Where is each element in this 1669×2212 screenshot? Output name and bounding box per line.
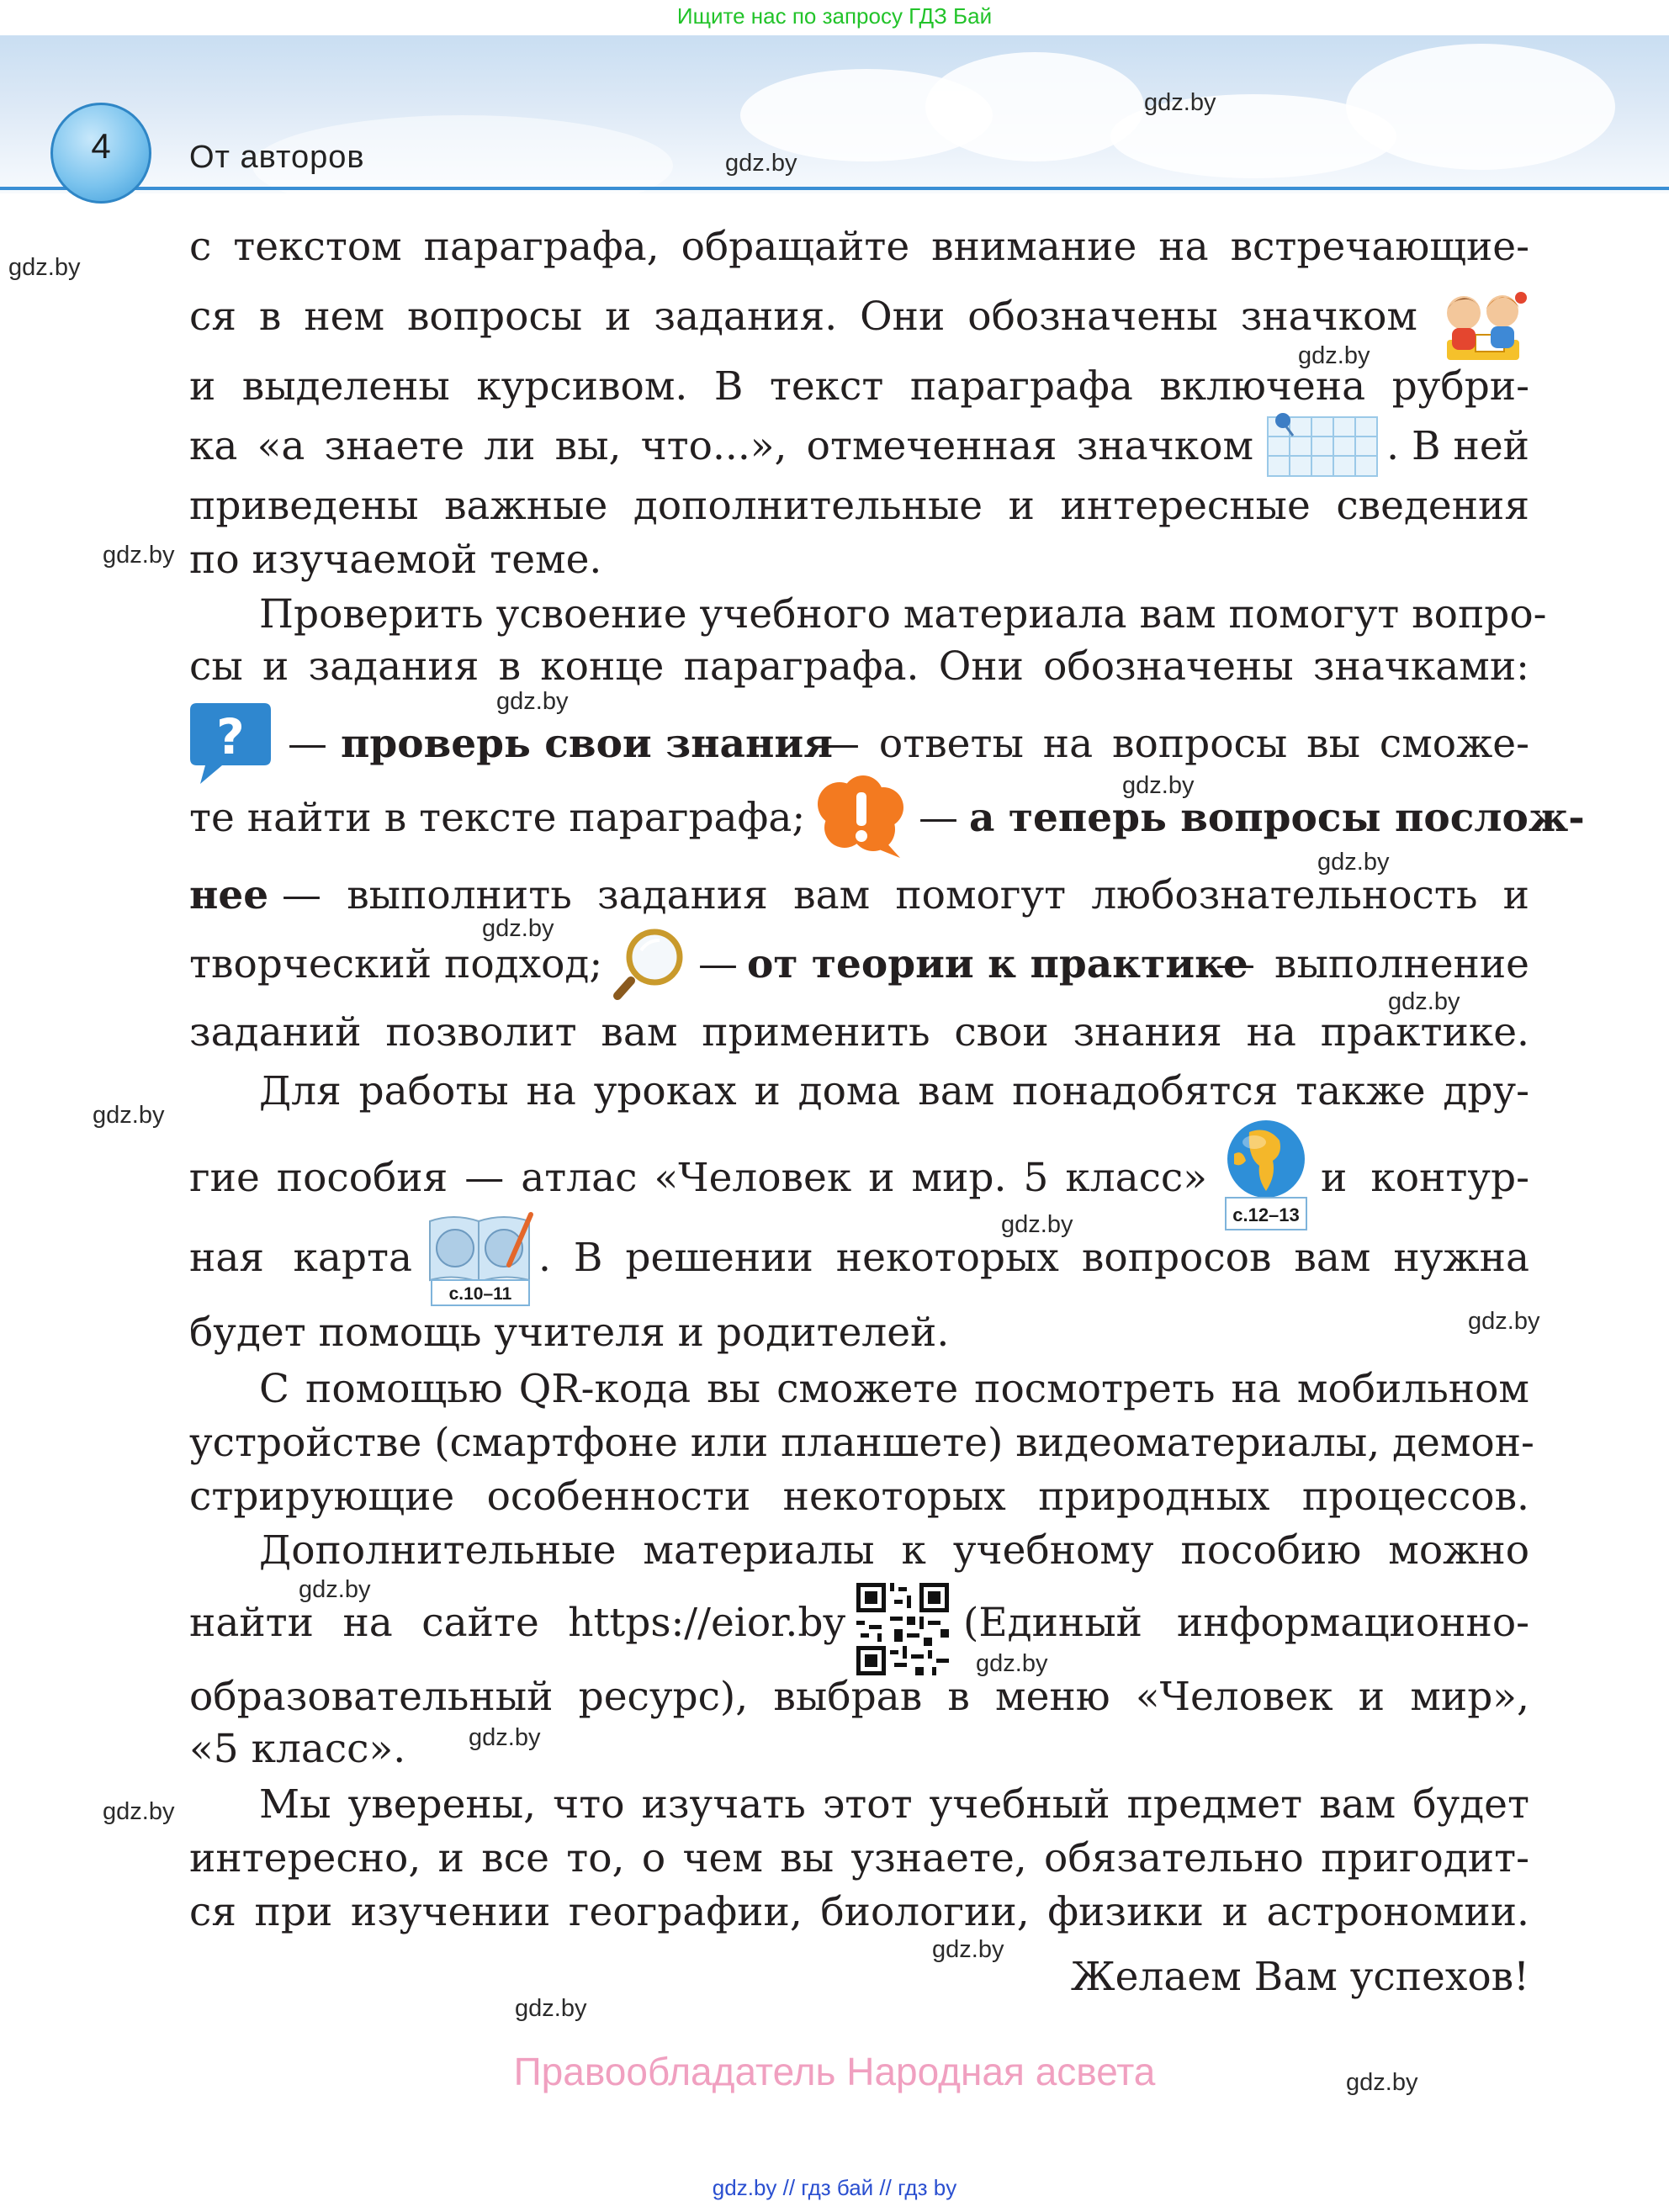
text-line: и выделены курсивом. В текст параграфа включена рубри- (189, 363, 1529, 410)
svg-text:?: ? (216, 708, 245, 765)
exclamation-bubble-icon (814, 774, 907, 865)
pushpin-grid-icon (1266, 410, 1379, 481)
text-line: . В решении некоторых вопросов вам нужна (538, 1235, 1529, 1281)
watermark: gdz.by (1388, 988, 1460, 1015)
text-line: будет помощь учителя и родителей. (189, 1310, 950, 1356)
watermark: gdz.by (932, 1936, 1004, 1963)
text-line: стрирующие особенности некоторых природных процессов. (189, 1474, 1529, 1520)
text-line: ка «а знаете ли вы, что...», отмеченная значком (189, 423, 1253, 469)
map-page-label: с.10–11 (448, 1284, 512, 1304)
watermark: gdz.by (8, 254, 81, 281)
atlas-page-label: с.12–13 (1232, 1204, 1300, 1225)
watermark: gdz.by (1298, 342, 1370, 369)
watermark: gdz.by (1001, 1211, 1073, 1238)
contour-map-icon (425, 1211, 536, 1310)
text-line: интересно, и все то, о чем вы узнаете, обязательно пригодит- (189, 1835, 1529, 1881)
text-line: ная карта (189, 1235, 412, 1281)
text-line: Дополнительные материалы к учебному пособию можно (259, 1527, 1529, 1574)
bold-phrase: проверь свои знания (341, 721, 833, 767)
text-line: образовательный ресурс), выбрав в меню «Человек и мир», (189, 1674, 1529, 1720)
text-line: ся при изучении географии, биологии, физики и астрономии. (189, 1889, 1529, 1935)
watermark: gdz.by (515, 1995, 587, 2022)
text-line: . В ней (1386, 423, 1529, 469)
text-line: — выполнение (1216, 941, 1529, 987)
footer-links: gdz.by // гдз бай // гдз by (712, 2175, 957, 2200)
closing-wish: Желаем Вам успехов! (1070, 1954, 1529, 2000)
page-number: 4 (91, 126, 111, 166)
watermark: gdz.by (482, 915, 554, 942)
text-dash: — (919, 795, 958, 841)
section-title: От авторов (189, 140, 365, 175)
text-line: приведены важные дополнительные и интересные сведения (189, 483, 1529, 529)
text-line: — ответы на вопросы вы сможе- (820, 721, 1529, 767)
watermark: gdz.by (1144, 89, 1216, 116)
text-line: гие пособия — атлас «Человек и мир. 5 класс» (189, 1155, 1207, 1201)
watermark: gdz.by (1346, 2069, 1418, 2096)
atlas-globe-icon (1224, 1117, 1308, 1236)
watermark: gdz.by (469, 1724, 541, 1751)
text-line: устройстве (смартфоне или планшете) видеоматериалы, демон- (189, 1420, 1534, 1466)
bold-phrase: а теперь вопросы послож- (969, 795, 1585, 841)
text-line: сы и задания в конце параграфа. Они обозначены значками: (189, 643, 1529, 690)
kids-reading-icon (1435, 288, 1529, 368)
text-line: (Единый информационно- (963, 1600, 1529, 1646)
bold-phrase: нее (189, 872, 269, 918)
watermark: gdz.by (103, 542, 175, 569)
text-dash: — (288, 721, 327, 767)
question-bubble-icon (188, 700, 273, 791)
qr-code-icon (856, 1583, 949, 1679)
text-line: Для работы на уроках и дома вам понадобятся также дру- (259, 1068, 1529, 1114)
watermark: gdz.by (103, 1798, 175, 1825)
watermark: gdz.by (1122, 772, 1195, 799)
text-line: по изучаемой теме. (189, 537, 602, 583)
text-line: Проверить усвоение учебного материала вам помогут вопро- (259, 591, 1547, 638)
watermark: gdz.by (976, 1650, 1048, 1677)
top-banner (0, 0, 1669, 35)
watermark: gdz.by (1468, 1308, 1540, 1335)
top-banner-text: Ищите нас по запросу ГДЗ Бай (676, 3, 993, 29)
text-line: Мы уверены, что изучать этот учебный предмет вам будет (259, 1781, 1529, 1828)
watermark: gdz.by (496, 688, 569, 715)
text-line: ся в нем вопросы и задания. Они обозначены значком (189, 294, 1417, 340)
watermark: gdz.by (1317, 849, 1390, 876)
watermark: gdz.by (299, 1576, 371, 1603)
header-rule (0, 187, 1669, 190)
text-line: творческий подход; (189, 941, 603, 987)
text-dash: — (698, 941, 738, 987)
text-line: и контур- (1321, 1155, 1529, 1201)
text-line: заданий позволит вам применить свои знания на практике. (189, 1009, 1529, 1056)
text-line: — выполнить задания вам помогут любознательность и (282, 872, 1529, 918)
text-line: найти на сайте https://eior.by (189, 1600, 845, 1646)
text-line: «5 класс». (189, 1726, 406, 1772)
watermark: gdz.by (725, 150, 797, 177)
text-line: с текстом параграфа, обращайте внимание на встречающие- (189, 224, 1529, 270)
copyright-notice: Правообладатель Народная асвета (513, 2050, 1156, 2093)
bold-phrase: от теории к практике (747, 941, 1248, 987)
watermark: gdz.by (93, 1102, 165, 1129)
magnifier-icon (612, 925, 690, 1004)
text-line: С помощью QR-кода вы сможете посмотреть на мобильном (259, 1366, 1529, 1412)
text-line: те найти в тексте параграфа; (189, 795, 806, 841)
